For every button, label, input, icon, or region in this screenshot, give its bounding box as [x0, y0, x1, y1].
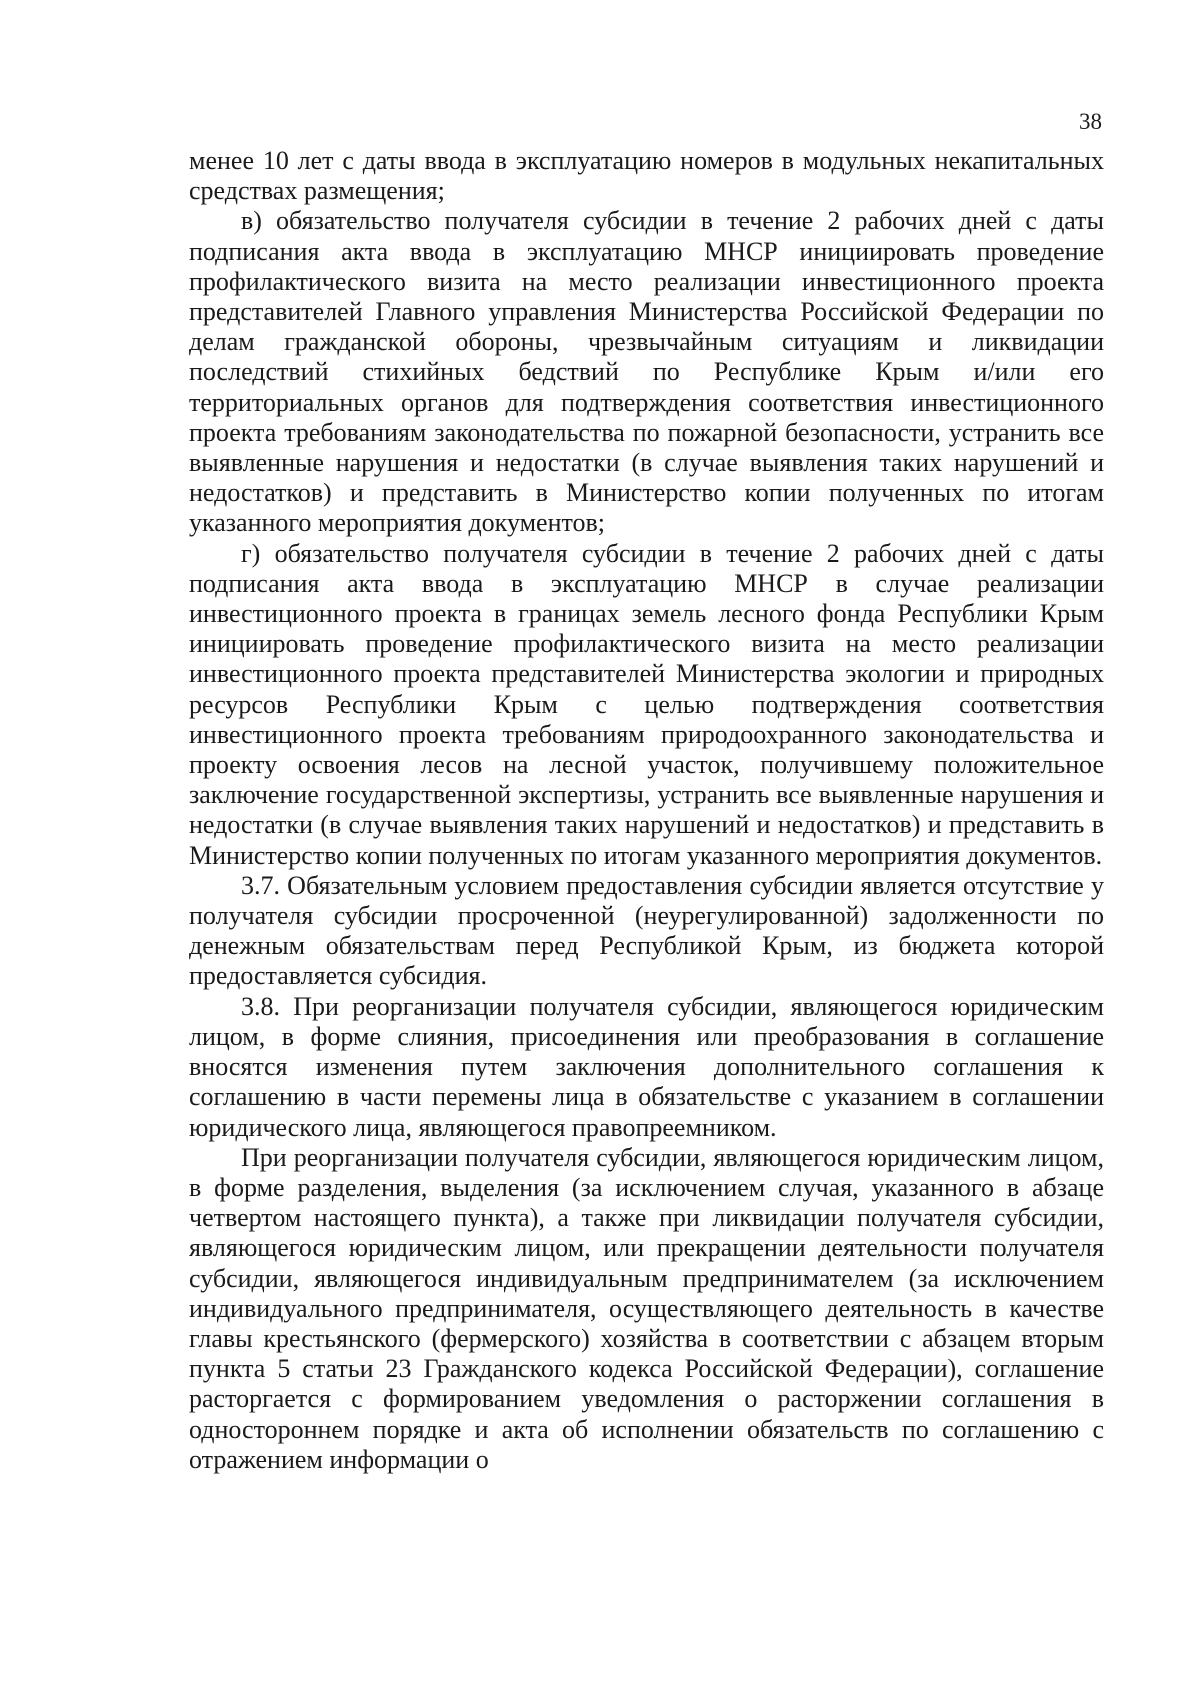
- clause-g-paragraph: г) обязательство получателя субсидии в течение 2 рабочих дней с даты подписания акта ввода в эксплуатацию МНСР в случае реализации инвестиционного проекта в границах земель лесного фонда Республики Крым инициировать проведение профилактического визита на место реализации инвестиционного проекта представителей Министерства экологии и природных ресурсов Республики Крым с целью подтверждения соответствия инвестиционного проекта требованиям природоохранного законодательства и проекту освоения лесов на лесной участок, получившему положительное заключение государственной экспертизы, устранить все выявленные нарушения и недостатки (в случае выявления таких нарушений и недостатков) и представить в Министерство копии полученных по итогам указанного мероприятия документов.: [189, 538, 1104, 870]
- page-number: 38: [1079, 109, 1102, 134]
- continuation-paragraph: менее 10 лет с даты ввода в эксплуатацию номеров в модульных некапитальных средствах размещения;: [189, 146, 1104, 206]
- document-body: [189, 146, 1104, 1475]
- reorganization-paragraph: При реорганизации получателя субсидии, являющегося юридическим лицом, в форме разделения, выделения (за исключением случая, указанного в абзаце четвертом настоящего пункта), а также при ликвидации получателя субсидии, являющегося юридическим лицом, или прекращении деятельности получателя субсидии, являющегося индивидуальным предпринимателем (за исключением индивидуального предпринимателя, осуществляющего деятельность в качестве главы крестьянского (фермерского) хозяйства в соответствии с абзацем вторым пункта 5 статьи 23 Гражданского кодекса Российской Федерации), соглашение расторгается с формированием уведомления о расторжении соглашения в одностороннем порядке и акта об исполнении обязательств по соглашению с отражением информации о: [189, 1142, 1104, 1474]
- clause-3-7-paragraph: 3.7. Обязательным условием предоставления субсидии является отсутствие у получателя субсидии просроченной (неурегулированной) задолженности по денежным обязательствам перед Республикой Крым, из бюджета которой предоставляется субсидия.: [189, 870, 1104, 991]
- clause-3-8-paragraph: 3.8. При реорганизации получателя субсидии, являющегося юридическим лицом, в форме слияния, присоединения или преобразования в соглашение вносятся изменения путем заключения дополнительного соглашения к соглашению в части перемены лица в обязательстве с указанием в соглашении юридического лица, являющегося правопреемником.: [189, 991, 1104, 1142]
- clause-v-paragraph: в) обязательство получателя субсидии в течение 2 рабочих дней с даты подписания акта ввода в эксплуатацию МНСР инициировать проведение профилактического визита на место реализации инвестиционного проекта представителей Главного управления Министерства Российской Федерации по делам гражданской обороны, чрезвычайным ситуациям и ликвидации последствий стихийных бедствий по Республике Крым и/или его территориальных органов для подтверждения соответствия инвестиционного проекта требованиям законодательства по пожарной безопасности, устранить все выявленные нарушения и недостатки (в случае выявления таких нарушений и недостатков) и представить в Министерство копии полученных по итогам указанного мероприятия документов;: [189, 206, 1104, 538]
